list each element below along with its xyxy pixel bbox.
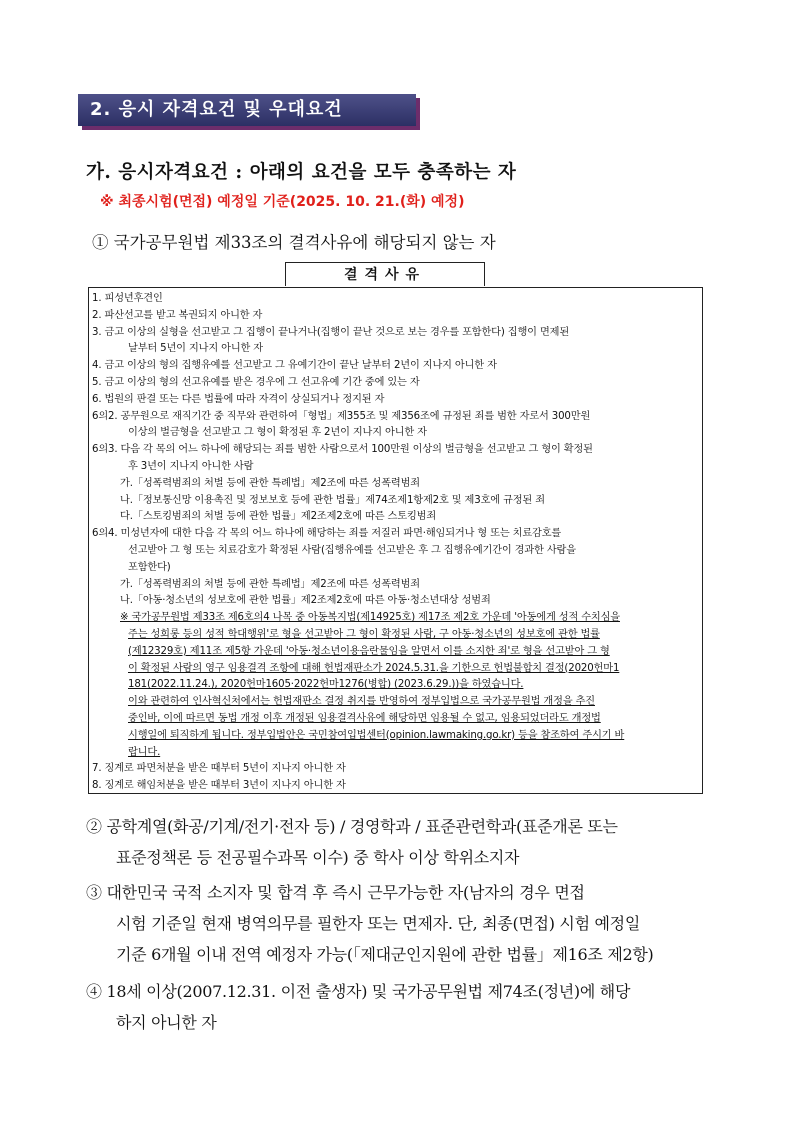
table-row: 7. 징계로 파면처분을 받은 때부터 5년이 지나지 아니한 자 xyxy=(92,763,346,775)
disqualification-header: 결격사유 xyxy=(285,262,485,286)
item-3-line: 기준 6개월 이내 전역 예정자 가능(「제대군인지원에 관한 법률」제16조 제2항) xyxy=(116,945,654,964)
table-row: 8. 징계로 해임처분을 받은 때부터 3년이 지나지 아니한 자 xyxy=(92,780,346,792)
item-3-line: 시험 기준일 현재 병역의무를 필한자 또는 면제자. 단, 최종(면접) 시험 예정일 xyxy=(116,914,640,933)
table-row: 4. 금고 이상의 형의 집행유예를 선고받고 그 유예기간이 끝난 날부터 2년이 지나지 아니한 자 xyxy=(92,360,497,372)
table-row: 나.「아동·청소년의 성보호에 관한 법률」제2조제2호에 따른 아동·청소년대상 성범죄 xyxy=(120,595,491,607)
item-2 xyxy=(86,811,726,873)
table-row: 주는 성희롱 등의 성적 학대행위'로 형을 선고받아 그 형이 확정된 사람, 구 아동·청소년의 성보호에 관한 법률 xyxy=(128,628,600,640)
table-row: 가.「성폭력범죄의 처벌 등에 관한 특례법」제2조에 따른 성폭력범죄 xyxy=(120,578,420,590)
item-4-line: 하지 아니한 자 xyxy=(116,1013,217,1032)
table-row: 2. 파산선고를 받고 복권되지 아니한 자 xyxy=(92,309,263,321)
table-row: 다.「스토킹범죄의 처벌 등에 관한 법률」제2조제2호에 따른 스토킹범죄 xyxy=(120,511,437,523)
table-row: 가.「성폭력범죄의 처벌 등에 관한 특례법」제2조에 따른 성폭력범죄 xyxy=(120,477,420,489)
item-2-line: ② 공학계열(화공/기계/전기·전자 등) / 경영학과 / 표준관련학과(표준개론 또는 xyxy=(86,817,618,836)
table-row: 이와 관련하여 인사혁신처에서는 헌법재판소 결정 취지를 반영하여 정부입법으로 국가공무원법 개정을 추진 xyxy=(128,696,595,708)
table-row: 5. 금고 이상의 형의 선고유예를 받은 경우에 그 선고유예 기간 중에 있는 자 xyxy=(92,376,420,388)
table-row: 선고받아 그 형 또는 치료감호가 확정된 사람(집행유예를 선고받은 후 그 집행유예기간이 경과한 사람을 xyxy=(128,544,576,556)
table-row: 3. 금고 이상의 실형을 선고받고 그 집행이 끝나거나(집행이 끝난 것으로 보는 경우를 포함한다) 집행이 면제된 xyxy=(92,326,570,338)
item-4-line: ④ 18세 이상(2007.12.31. 이전 출생자) 및 국가공무원법 제74조(정년)에 해당 xyxy=(86,982,631,1001)
table-row: 6의2. 공무원으로 재직기간 중 직무와 관련하여「형법」제355조 및 제356조에 규정된 죄를 범한 자로서 300만원 xyxy=(92,410,591,422)
table-row: 1. 피성년후견인 xyxy=(92,293,163,304)
table-row: 날부터 5년이 지나지 아니한 자 xyxy=(128,343,263,355)
qualification-heading: 가. 응시자격요건 : 아래의 요건을 모두 충족하는 자 xyxy=(86,162,517,183)
table-row: 랍니다. xyxy=(128,746,161,758)
table-row: 6. 법원의 판결 또는 다른 법률에 따라 자격이 상실되거나 정지된 자 xyxy=(92,393,385,405)
table-row: 포함한다) xyxy=(128,561,171,573)
reference-date-note: ※ 최종시험(면접) 예정일 기준(2025. 10. 21.(화) 예정) xyxy=(100,194,465,210)
table-row: 이상의 벌금형을 선고받고 그 형이 확정된 후 2년이 지나지 아니한 자 xyxy=(128,427,427,439)
item-3 xyxy=(86,877,726,970)
table-row: 후 3년이 지나지 아니한 사람 xyxy=(128,460,254,472)
table-row: 이 확정된 사람의 영구 임용결격 조항에 대해 헌법재판소가 2024.5.31.을 기한으로 헌법불합치 결정(2020헌마1 xyxy=(128,662,620,674)
item-4 xyxy=(86,976,726,1038)
table-row: ※ 국가공무원법 제33조 제6호의4 나목 중 아동복지법(제14925호) 제17조 제2호 가운데 '아동에게 성적 수치심을 xyxy=(120,612,620,624)
table-row: 나.「정보통신망 이용촉진 및 정보보호 등에 관한 법률」제74조제1항제2호 및 제3호에 규정된 죄 xyxy=(120,494,545,506)
table-row: 6의4. 미성년자에 대한 다음 각 목의 어느 하나에 해당하는 죄를 저질러 파면·해임되거나 형 또는 치료감호를 xyxy=(92,528,562,540)
table-row: 6의3. 다음 각 목의 어느 하나에 해당되는 죄를 범한 사람으로서 100만원 이상의 벌금형을 선고받고 그 형이 확정된 xyxy=(92,444,593,456)
table-row: 시행일에 퇴직하게 됩니다. 정부입법안은 국민참여입법센터(opinion.lawmaking.go.kr) 등을 참조하여 주시기 바 xyxy=(128,729,625,741)
disqualification-rows xyxy=(92,291,700,795)
section-title: 2. 응시 자격요건 및 우대요건 xyxy=(78,94,416,126)
table-row: 중인바, 이에 따르면 동법 개정 이후 개정된 임용결격사유에 해당하면 임용될 수 없고, 임용되었더라도 개정법 xyxy=(128,712,601,724)
item-1: ① 국가공무원법 제33조의 결격사유에 해당되지 않는 자 xyxy=(92,233,496,252)
item-2-line: 표준정책론 등 전공필수과목 이수) 중 학사 이상 학위소지자 xyxy=(116,848,520,867)
item-3-line: ③ 대한민국 국적 소지자 및 합격 후 즉시 근무가능한 자(남자의 경우 면접 xyxy=(86,883,585,902)
table-row: 181(2022.11.24.), 2020헌마1605·2022헌마1276(병합) (2023.6.29.))을 하였습니다. xyxy=(128,679,524,691)
table-row: (제12329호) 제11조 제5항 가운데 '아동·청소년이용음란물임을 알면서 이를 소지한 죄'로 형을 선고받아 그 형 xyxy=(128,645,610,657)
